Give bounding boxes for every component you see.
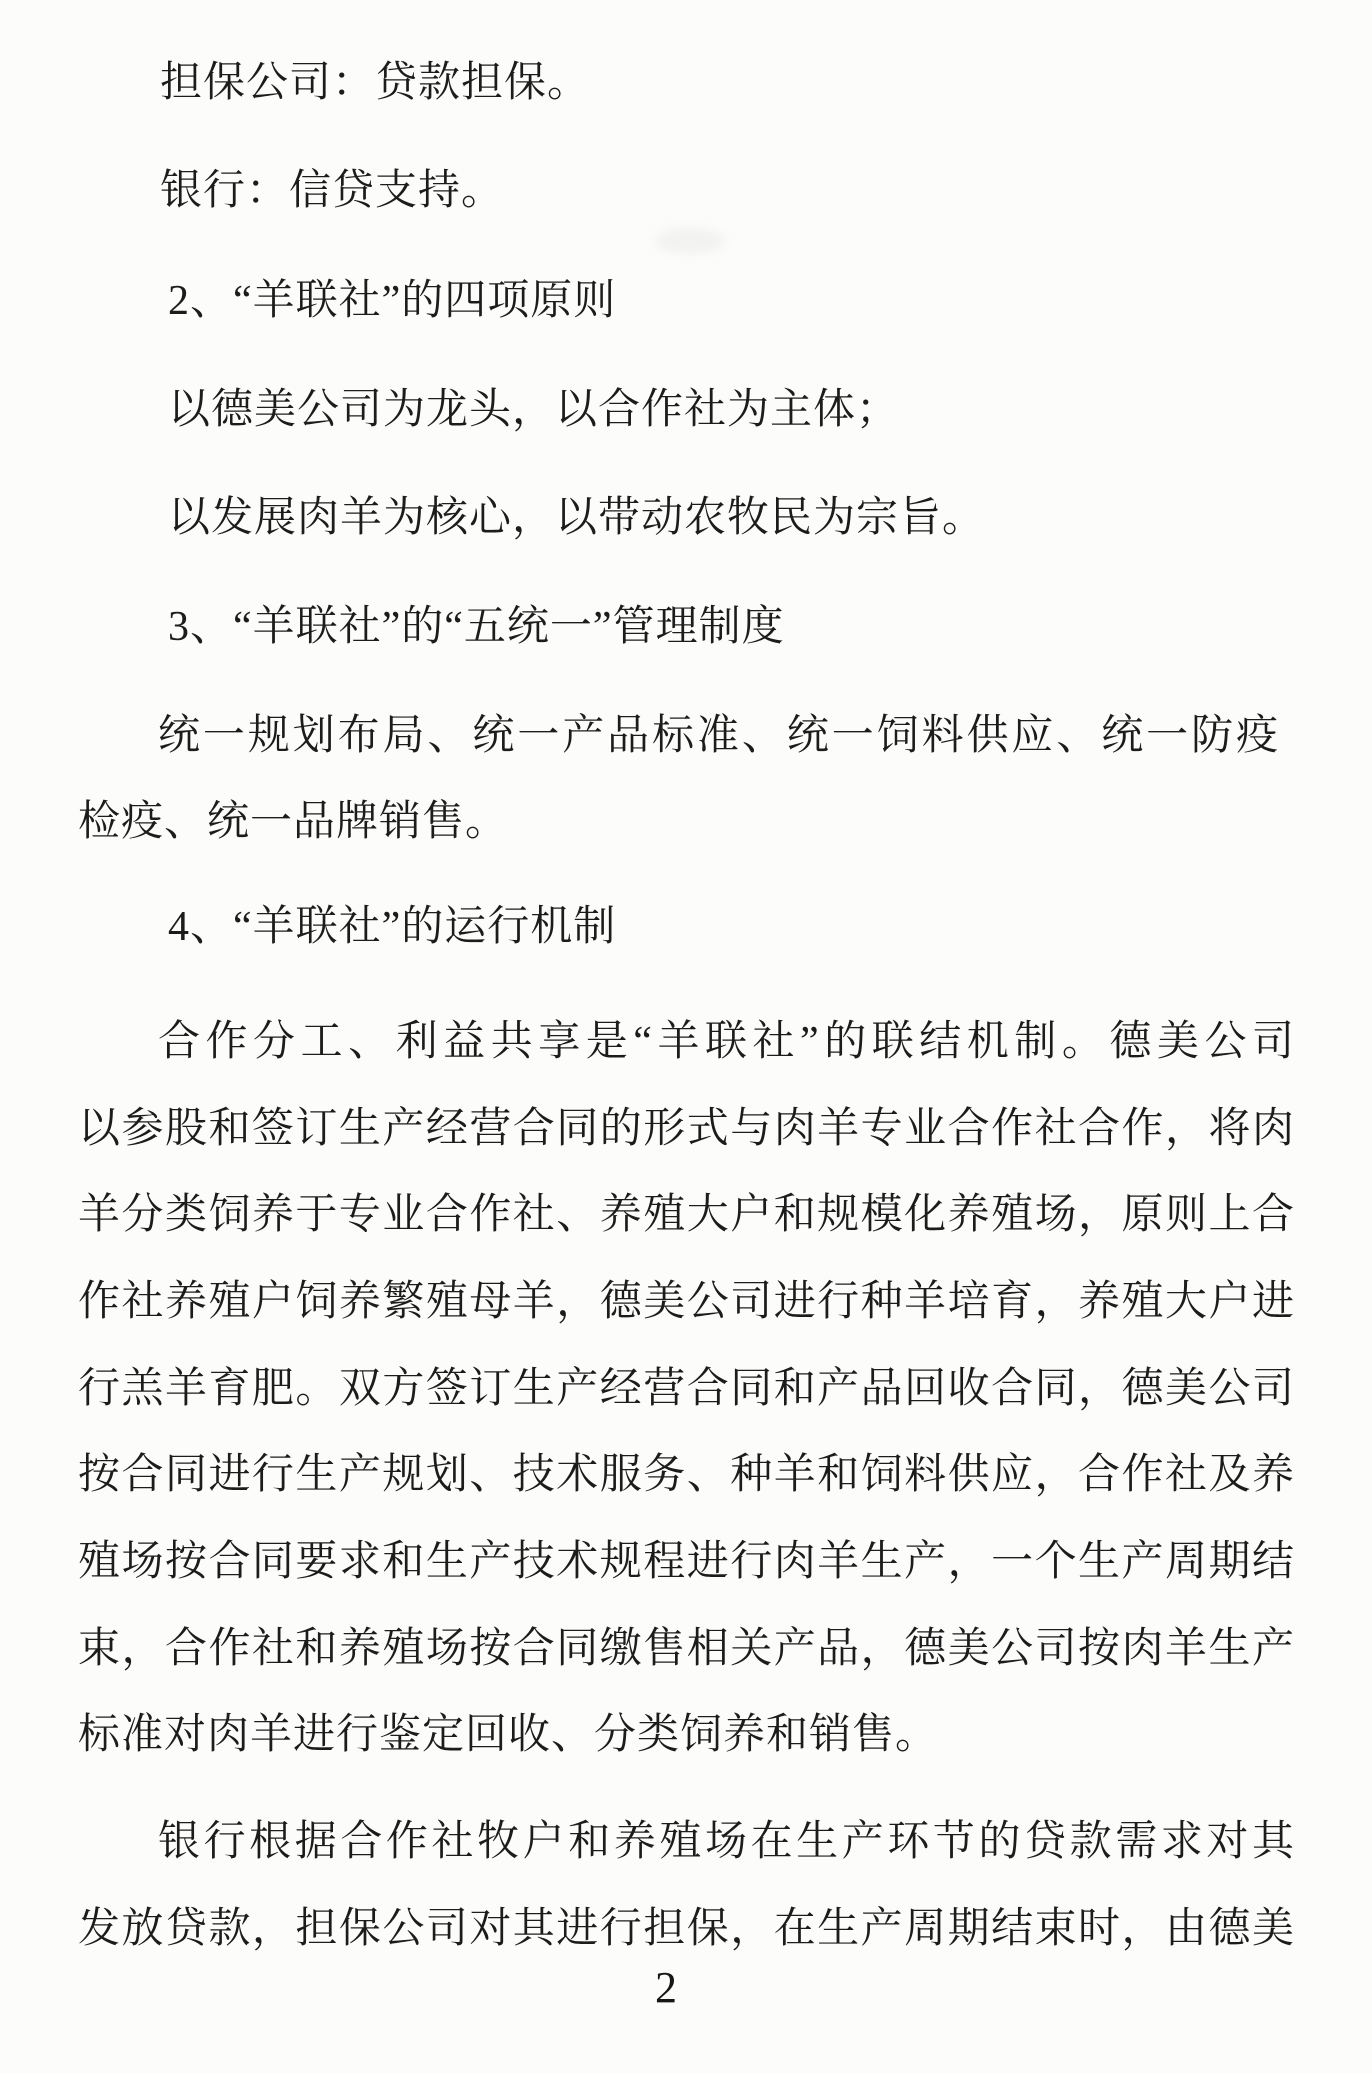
scan-smudge (655, 228, 725, 254)
intro-line: 担保公司：贷款担保。 (160, 60, 591, 106)
body-line: 以参股和签订生产经营合同的形式与肉羊专业合作社合作，将肉 (78, 1106, 1294, 1152)
heading: 3、“羊联社”的“五统一”管理制度 (168, 604, 785, 650)
heading: 2、“羊联社”的四项原则 (168, 278, 617, 324)
body-line: 发放贷款，担保公司对其进行担保，在生产周期结束时，由德美 (78, 1906, 1294, 1952)
principle-line: 以发展肉羊为核心，以带动农牧民为宗旨。 (168, 495, 986, 541)
body-line: 统一规划布局、统一产品标准、统一饲料供应、统一防疫 (158, 713, 1278, 759)
body-line: 标准对肉羊进行鉴定回收、分类饲养和销售。 (78, 1712, 939, 1758)
body-line: 羊分类饲养于专业合作社、养殖大户和规模化养殖场，原则上合 (78, 1192, 1294, 1238)
intro-line: 银行：信贷支持。 (160, 168, 505, 214)
body-line: 束，合作社和养殖场按合同缴售相关产品，德美公司按肉羊生产 (78, 1626, 1294, 1672)
body-line: 作社养殖户饲养繁殖母羊，德美公司进行种羊培育，养殖大户进 (78, 1279, 1294, 1325)
page-number: 2 (655, 1963, 677, 2012)
body-line: 检疫、统一品牌销售。 (78, 799, 509, 845)
heading: 4、“羊联社”的运行机制 (168, 904, 617, 950)
body-line: 行羔羊育肥。双方签订生产经营合同和产品回收合同，德美公司 (78, 1366, 1294, 1412)
body-line: 合作分工、利益共享是“羊联社”的联结机制。德美公司 (158, 1019, 1294, 1065)
body-line: 殖场按合同要求和生产技术规程进行肉羊生产，一个生产周期结 (78, 1539, 1294, 1585)
principle-line: 以德美公司为龙头，以合作社为主体； (168, 387, 900, 433)
body-line: 按合同进行生产规划、技术服务、种羊和饲料供应，合作社及养 (78, 1452, 1294, 1498)
body-line: 银行根据合作社牧户和养殖场在生产环节的贷款需求对其 (158, 1819, 1294, 1865)
